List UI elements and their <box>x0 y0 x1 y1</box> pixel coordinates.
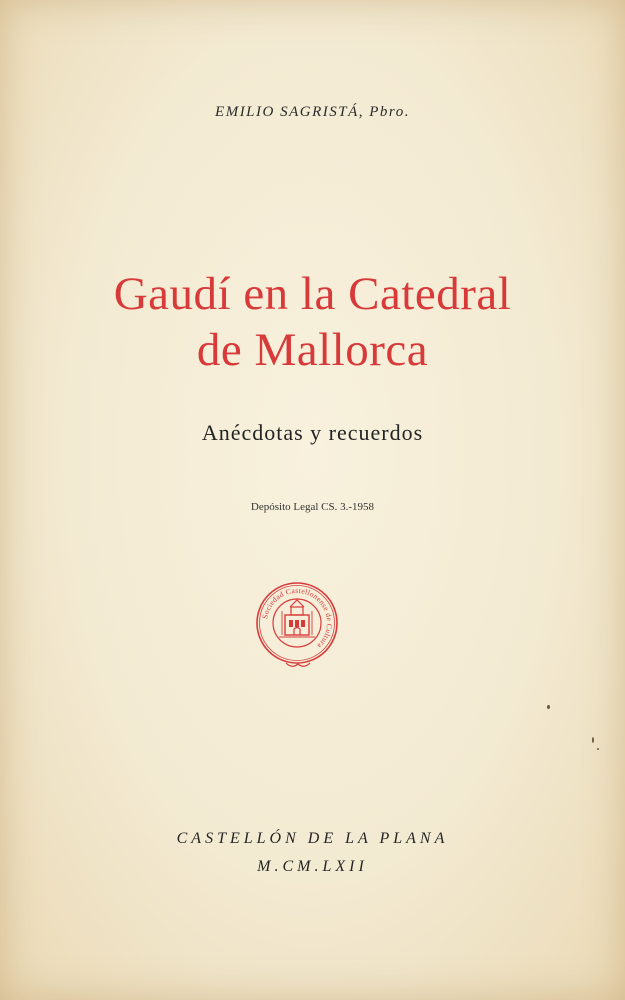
title-line-1: Gaudí en la Catedral <box>113 268 512 320</box>
seal-emblem-icon <box>255 581 339 665</box>
paper-speck <box>597 748 599 750</box>
author-line: EMILIO SAGRISTÁ, Pbro. <box>215 104 410 120</box>
paper-speck <box>592 737 594 743</box>
title-line-2: de Mallorca <box>196 324 429 376</box>
svg-text:Sociedad Castellonense de Cult: Sociedad Castellonense de Cultura <box>260 585 335 651</box>
paper-speck <box>547 705 550 709</box>
book-subtitle: Anécdotas y recuerdos <box>201 420 424 445</box>
seal-flourish-icon <box>284 660 312 670</box>
imprint-year: M.CM.LXII <box>257 858 368 875</box>
legal-deposit: Depósito Legal CS. 3.-1958 <box>250 501 375 513</box>
book-title <box>0 266 625 378</box>
imprint-city: CASTELLÓN DE LA PLANA <box>176 830 449 847</box>
